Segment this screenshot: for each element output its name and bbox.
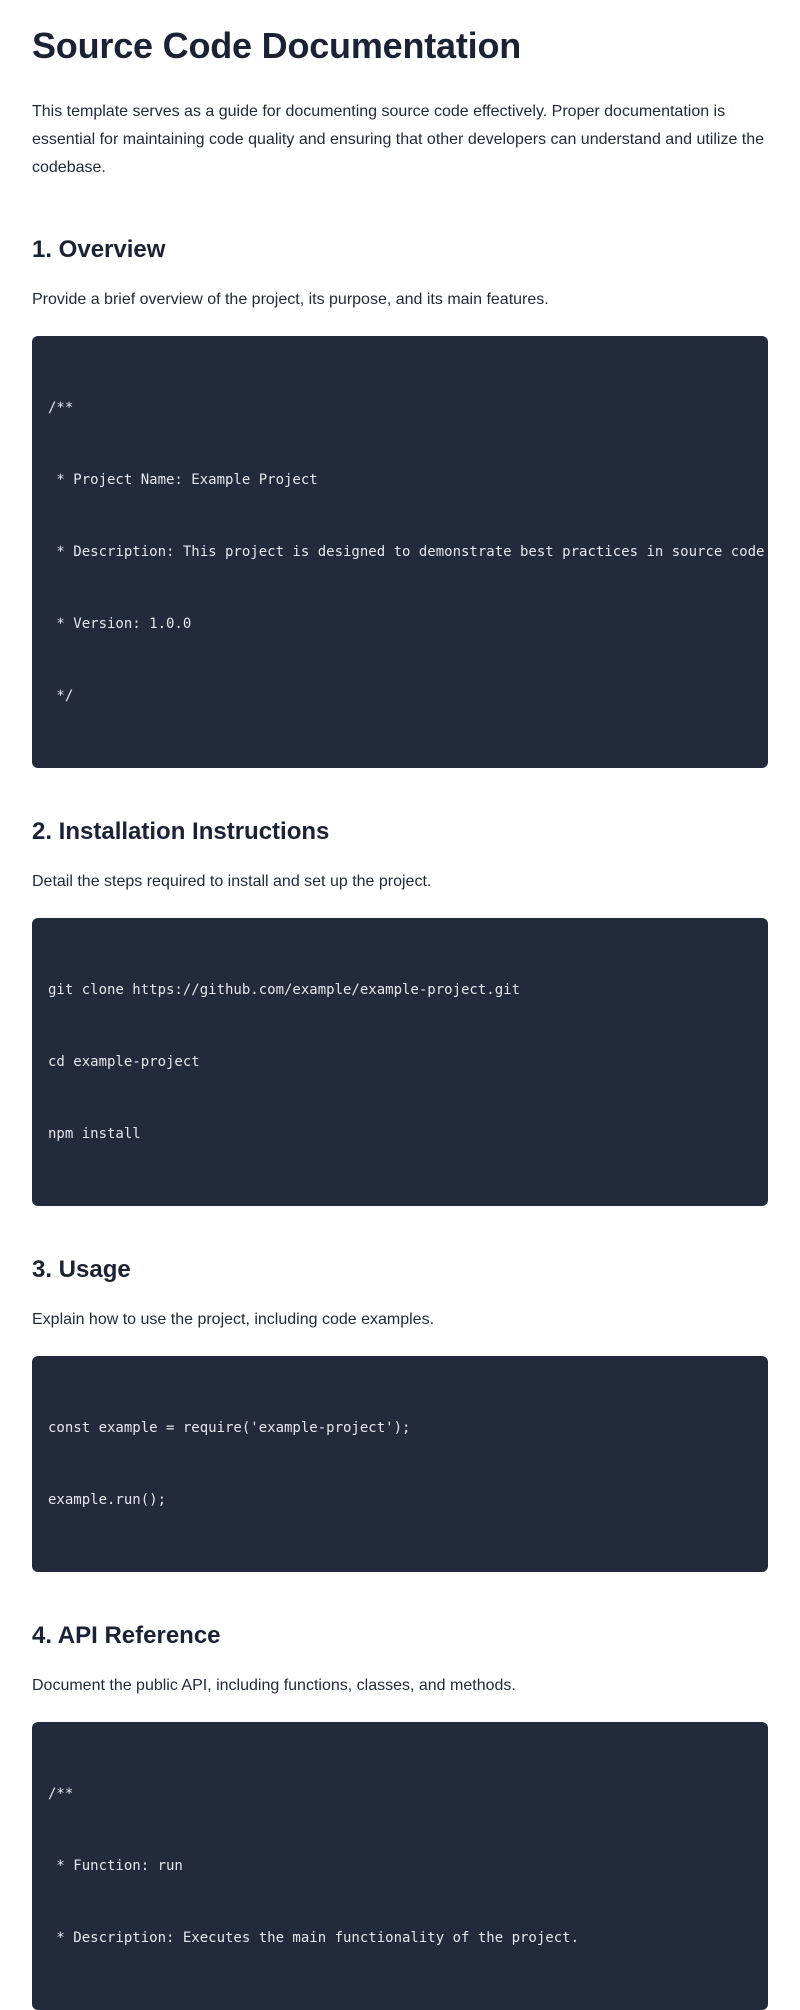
code-line: cd example-project — [48, 1054, 200, 1070]
code-block — [32, 918, 768, 1206]
section-overview — [32, 234, 768, 768]
code-line: * Description: Executes the main functionality of the project. — [48, 1930, 580, 1946]
section-description: Detail the steps required to install and set up the project. — [32, 873, 432, 890]
code-line: /** — [48, 1786, 74, 1802]
page-title: Source Code Documentation — [32, 25, 522, 66]
code-line: git clone https://github.com/example/example-project.git — [48, 982, 521, 998]
code-line: * Function: run — [48, 1858, 183, 1874]
code-line: * Description: This project is designed to demonstrate best practices in source code — [48, 544, 765, 560]
code-line: */ — [48, 688, 74, 704]
section-installation — [32, 816, 768, 1206]
code-line: const example = require('example-project'); — [48, 1420, 411, 1436]
section-heading: 4. API Reference — [32, 1622, 221, 1649]
code-block — [32, 1356, 768, 1572]
code-line: * Version: 1.0.0 — [48, 616, 192, 632]
intro-paragraph: This template serves as a guide for documenting source code effectively. Proper documentation is essential for maintaining code quality and ensuring that other developers can understand and utilize the codebase. — [32, 103, 765, 176]
code-line: example.run(); — [48, 1492, 167, 1508]
section-description: Document the public API, including functions, classes, and methods. — [32, 1677, 516, 1694]
section-usage — [32, 1254, 768, 1572]
section-api-reference — [32, 1620, 768, 2010]
code-line: * Project Name: Example Project — [48, 472, 318, 488]
code-line: npm install — [48, 1126, 141, 1142]
document-content — [32, 24, 768, 2010]
section-description: Explain how to use the project, including code examples. — [32, 1311, 435, 1328]
code-line: /** — [48, 400, 74, 416]
code-block — [32, 336, 768, 768]
section-heading: 3. Usage — [32, 1256, 131, 1283]
section-heading: 1. Overview — [32, 236, 166, 263]
section-description: Provide a brief overview of the project, its purpose, and its main features. — [32, 291, 549, 308]
code-block — [32, 1722, 768, 2010]
section-heading: 2. Installation Instructions — [32, 818, 330, 845]
